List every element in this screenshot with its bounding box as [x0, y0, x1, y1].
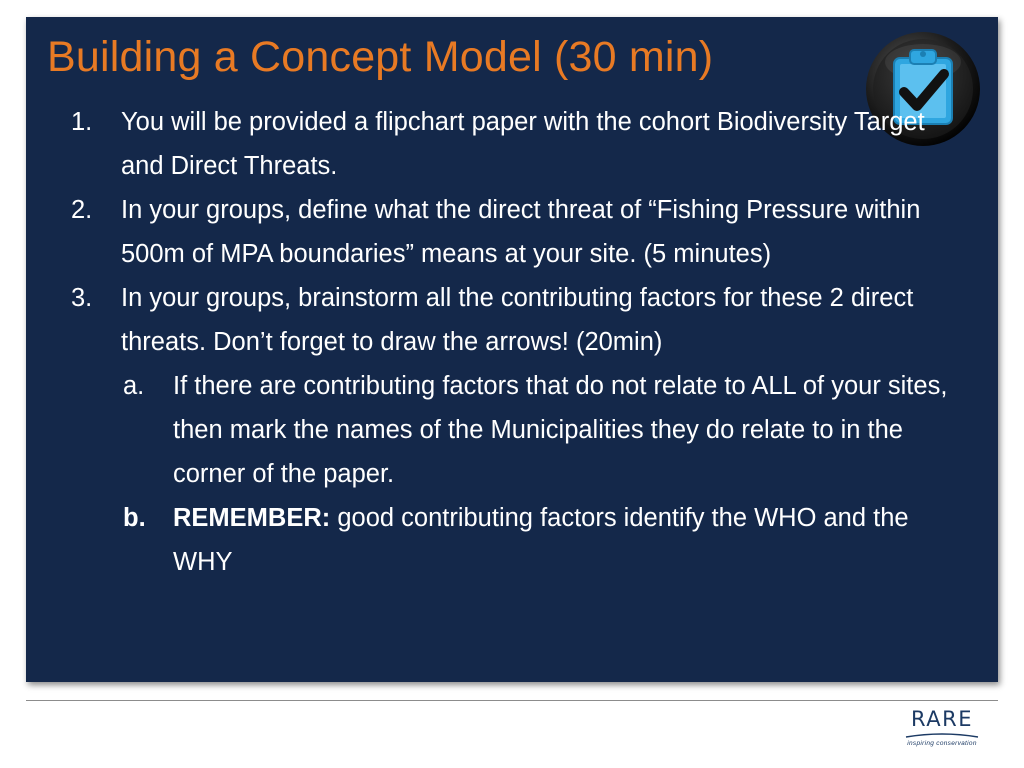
slide-body [47, 100, 967, 584]
logo-swoosh-icon [904, 732, 980, 740]
slide-title: Building a Concept Model (30 min) [47, 33, 714, 81]
list-item-2 [47, 188, 967, 276]
sub-item-letter: a. [123, 372, 145, 400]
footer-divider [26, 700, 998, 701]
rare-logo [902, 707, 982, 757]
list-item-text: You will be provided a flipchart paper with the cohort Biodiversity Target and Direct Threats. [121, 108, 925, 180]
list-item-text: In your groups, define what the direct threat of “Fishing Pressure within 500m of MPA boundaries” means at your site. (5 minutes) [121, 196, 921, 268]
sub-item-letter: b. [123, 504, 146, 532]
list-item-1 [47, 100, 967, 188]
sub-item-text: good contributing factors identify the WHO and the WHY [173, 504, 909, 576]
list-number: 1. [71, 108, 93, 136]
remember-label: REMEMBER: [173, 504, 331, 532]
list-item-3 [47, 276, 967, 364]
sub-item-a [47, 364, 967, 496]
logo-tagline: inspiring conservation [907, 740, 977, 747]
logo-wordmark: RARE [911, 707, 973, 731]
list-number: 2. [71, 196, 93, 224]
sub-item-text: If there are contributing factors that do not relate to ALL of your sites, then mark the names of the Municipalities they do relate to in the corner of the paper. [173, 372, 948, 488]
sub-item-b [47, 496, 967, 584]
list-item-text: In your groups, brainstorm all the contributing factors for these 2 direct threats. Don’t forget to draw the arrows! (20min) [121, 284, 914, 356]
list-number: 3. [71, 284, 93, 312]
